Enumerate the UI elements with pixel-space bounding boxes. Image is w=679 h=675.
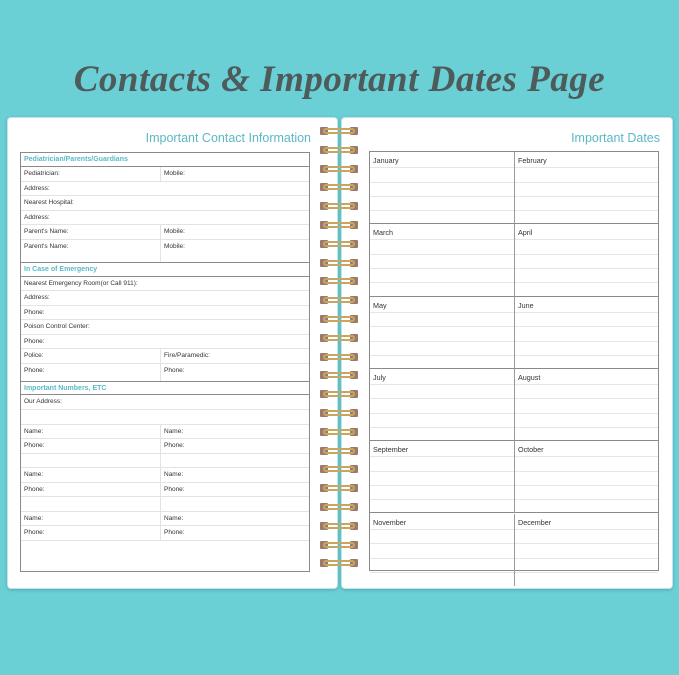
write-line — [515, 239, 658, 240]
binding-ring — [320, 521, 358, 531]
month-box[interactable] — [515, 297, 658, 369]
write-line — [370, 312, 514, 313]
write-line — [515, 355, 658, 356]
form-row — [21, 410, 309, 425]
binding-ring — [320, 540, 358, 550]
wire-coil — [323, 372, 355, 378]
phone-field[interactable]: Phone: — [164, 529, 185, 536]
wire-coil — [323, 466, 355, 472]
important-dates-page — [341, 117, 673, 589]
wire-coil — [323, 504, 355, 510]
form-row — [21, 364, 309, 381]
poison-phone-field[interactable]: Phone: — [24, 338, 45, 345]
binding-ring — [320, 370, 358, 380]
month-label: September — [373, 445, 409, 455]
emergency-room-field[interactable]: Nearest Emergency Room(or Call 911): — [24, 280, 138, 287]
write-line — [515, 312, 658, 313]
wire-coil — [323, 203, 355, 209]
wire-coil — [323, 560, 355, 566]
write-line — [370, 239, 514, 240]
write-line — [370, 427, 514, 428]
month-label: February — [518, 156, 547, 165]
binding-ring — [320, 558, 358, 568]
write-line — [515, 456, 658, 457]
wire-coil — [323, 429, 355, 435]
form-row — [21, 483, 309, 497]
parent-name-field[interactable]: Parent's Name: — [21, 240, 161, 262]
spiral-binding — [317, 126, 361, 576]
write-line — [370, 499, 514, 500]
binding-ring — [320, 220, 358, 230]
write-line — [515, 413, 658, 414]
form-row — [21, 320, 309, 335]
name-field[interactable]: Name: — [21, 468, 161, 482]
write-line — [515, 427, 658, 428]
binding-ring — [320, 258, 358, 268]
month-box[interactable] — [515, 369, 658, 441]
month-box[interactable] — [515, 441, 658, 513]
months-grid — [369, 151, 659, 571]
write-line — [515, 182, 658, 183]
month-label: November — [373, 517, 407, 527]
month-box[interactable] — [515, 224, 658, 296]
write-line — [515, 268, 658, 269]
form-row — [21, 306, 309, 320]
month-box[interactable] — [370, 224, 515, 296]
our-address-field[interactable]: Our Address: — [24, 398, 62, 405]
binding-ring — [320, 389, 358, 399]
write-line — [370, 254, 514, 255]
phone-field[interactable]: Phone: — [164, 442, 185, 449]
phone-field[interactable]: Phone: — [164, 486, 185, 493]
binding-ring — [320, 483, 358, 493]
write-line — [370, 543, 514, 544]
form-row — [21, 225, 309, 240]
write-line — [515, 210, 658, 211]
name-field[interactable]: Name: — [164, 428, 184, 435]
write-line — [370, 167, 514, 168]
mobile-field[interactable]: Mobile: — [164, 170, 185, 177]
wire-coil — [323, 523, 355, 529]
write-line — [515, 572, 658, 573]
binding-ring — [320, 464, 358, 474]
form-row — [21, 182, 309, 196]
binding-ring — [320, 182, 358, 192]
fire-paramedic-field[interactable]: Fire/Paramedic: — [164, 352, 210, 359]
wire-coil — [323, 335, 355, 341]
write-line — [515, 326, 658, 327]
page-banner-title: Contacts & Important Dates Page — [73, 59, 606, 100]
form-row — [21, 291, 309, 306]
form-row — [21, 497, 309, 512]
binding-ring — [320, 201, 358, 211]
write-line — [370, 355, 514, 356]
month-box[interactable] — [515, 514, 658, 586]
binding-ring — [320, 295, 358, 305]
wire-coil — [323, 391, 355, 397]
write-line — [515, 254, 658, 255]
month-label: May — [373, 300, 387, 310]
contact-page-title: Important Contact Information — [145, 131, 311, 145]
write-line — [370, 456, 514, 457]
write-line — [515, 384, 658, 385]
blank-cell — [21, 497, 161, 511]
write-line — [370, 268, 514, 269]
wire-coil — [323, 297, 355, 303]
write-line — [370, 282, 514, 283]
section-heading-emergency: In Case of Emergency — [21, 262, 309, 277]
binding-ring — [320, 352, 358, 362]
name-field[interactable]: Name: — [21, 425, 161, 438]
form-row — [21, 395, 309, 410]
police-field[interactable]: Police: — [21, 349, 161, 363]
name-field[interactable]: Name: — [164, 515, 184, 522]
write-line — [515, 471, 658, 472]
write-line — [515, 196, 658, 197]
wire-coil — [323, 128, 355, 134]
write-line — [370, 471, 514, 472]
wire-coil — [323, 354, 355, 360]
wire-coil — [323, 184, 355, 190]
form-row — [21, 512, 309, 526]
wire-coil — [323, 166, 355, 172]
write-line — [370, 341, 514, 342]
month-label: December — [518, 517, 552, 527]
binding-ring — [320, 408, 358, 418]
write-line — [515, 485, 658, 486]
binding-ring — [320, 314, 358, 324]
address-field[interactable]: Address: — [24, 185, 50, 192]
emergency-phone-field[interactable]: Phone: — [24, 309, 45, 316]
month-box[interactable] — [370, 152, 515, 224]
poison-control-field[interactable]: Poison Control Center: — [24, 323, 90, 330]
wire-coil — [323, 542, 355, 548]
pediatrician-field[interactable]: Pediatrician: — [21, 167, 161, 181]
write-line — [515, 529, 658, 530]
contact-info-page — [7, 117, 338, 589]
write-line — [370, 196, 514, 197]
wire-coil — [323, 147, 355, 153]
wire-coil — [323, 316, 355, 322]
write-line — [515, 167, 658, 168]
write-line — [370, 529, 514, 530]
form-row — [21, 335, 309, 349]
month-box[interactable] — [370, 514, 515, 586]
month-box[interactable] — [515, 152, 658, 224]
month-box[interactable] — [370, 297, 515, 369]
hospital-address-field[interactable]: Address: — [24, 214, 50, 221]
form-row — [21, 439, 309, 454]
binding-ring — [320, 333, 358, 343]
emergency-address-field[interactable]: Address: — [24, 294, 50, 301]
parent-name-field[interactable]: Parent's Name: — [21, 225, 161, 239]
month-label: January — [373, 156, 399, 165]
write-line — [370, 413, 514, 414]
contact-form — [20, 152, 310, 572]
month-label: June — [518, 300, 534, 310]
form-row — [21, 468, 309, 483]
phone-field[interactable]: Phone: — [21, 439, 161, 453]
binding-ring — [320, 502, 358, 512]
binding-ring — [320, 276, 358, 286]
write-line — [370, 182, 514, 183]
write-line — [370, 558, 514, 559]
write-line — [370, 384, 514, 385]
form-row — [21, 454, 309, 468]
binding-ring — [320, 145, 358, 155]
write-line — [515, 282, 658, 283]
police-phone-field[interactable]: Phone: — [21, 364, 161, 381]
write-line — [515, 499, 658, 500]
form-row — [21, 211, 309, 225]
binding-ring — [320, 126, 358, 136]
month-label: August — [518, 372, 541, 382]
section-heading-guardians: Pediatrician/Parents/Guardians — [21, 153, 309, 167]
binding-ring — [320, 239, 358, 249]
parent-mobile-field[interactable]: Mobile: — [164, 243, 185, 250]
wire-coil — [323, 222, 355, 228]
dates-page-title: Important Dates — [571, 131, 660, 145]
wire-coil — [323, 241, 355, 247]
write-line — [515, 543, 658, 544]
wire-coil — [323, 410, 355, 416]
write-line — [515, 558, 658, 559]
month-box[interactable] — [370, 441, 515, 513]
binding-ring — [320, 164, 358, 174]
nearest-hospital-field[interactable]: Nearest Hospital: — [24, 199, 74, 206]
phone-field[interactable]: Phone: — [21, 526, 161, 540]
wire-coil — [323, 485, 355, 491]
parent-mobile-field[interactable]: Mobile: — [164, 228, 185, 235]
write-line — [515, 341, 658, 342]
blank-cell — [21, 454, 161, 467]
write-line — [370, 398, 514, 399]
form-row — [21, 196, 309, 211]
name-field[interactable]: Name: — [164, 471, 184, 478]
fire-phone-field[interactable]: Phone: — [164, 367, 185, 374]
wire-coil — [323, 260, 355, 266]
phone-field[interactable]: Phone: — [21, 483, 161, 496]
binding-ring — [320, 446, 358, 456]
write-line — [515, 398, 658, 399]
month-label: July — [373, 372, 386, 382]
form-row — [21, 425, 309, 439]
write-line — [370, 485, 514, 486]
form-row — [21, 277, 309, 291]
section-heading-important-numbers: Important Numbers, ETC — [21, 381, 309, 395]
form-row — [21, 240, 309, 262]
month-label: April — [518, 228, 533, 238]
wire-coil — [323, 278, 355, 284]
write-line — [370, 572, 514, 573]
form-row — [21, 526, 309, 541]
form-row — [21, 167, 309, 182]
wire-coil — [323, 448, 355, 454]
month-label: October — [518, 445, 544, 455]
write-line — [370, 210, 514, 211]
form-row — [21, 349, 309, 364]
name-field[interactable]: Name: — [21, 512, 161, 525]
binding-ring — [320, 427, 358, 437]
month-label: March — [373, 228, 393, 238]
month-box[interactable] — [370, 369, 515, 441]
write-line — [370, 326, 514, 327]
